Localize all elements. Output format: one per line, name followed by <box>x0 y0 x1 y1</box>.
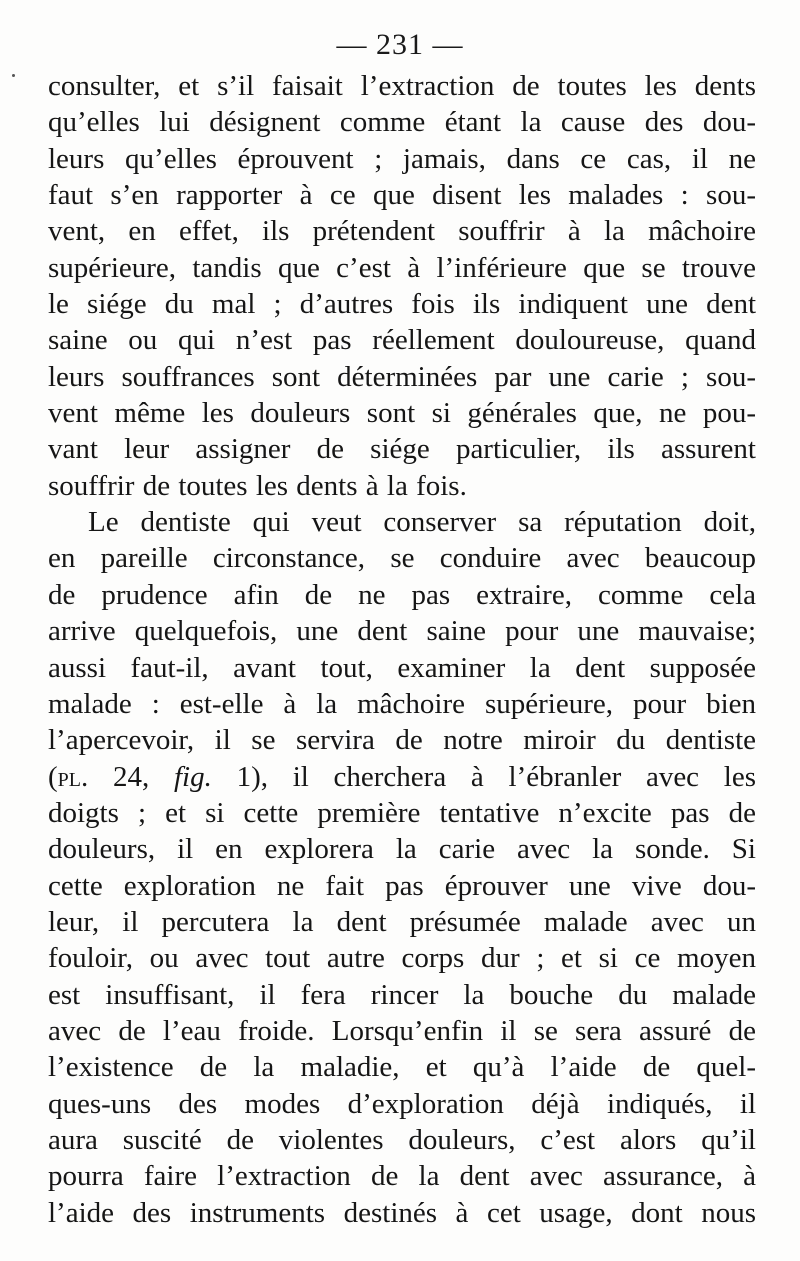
text-line: aussi faut-il, avant tout, examiner la dent supposée <box>48 651 756 684</box>
page-number: — 231 — <box>336 28 464 61</box>
text-line: pourra faire l’extraction de la dent avec assurance, à <box>48 1160 756 1193</box>
text-line: leurs souffrances sont déterminées par une carie ; sou- <box>48 360 756 393</box>
text-line: en pareille circonstance, se conduire avec beaucoup <box>48 542 756 575</box>
text-line: qu’elles lui désignent comme étant la cause des dou- <box>48 106 756 139</box>
text-line: supérieure, tandis que c’est à l’inférieure que se trouve <box>48 251 756 284</box>
text-line: vant leur assigner de siége particulier, ils assurent <box>48 433 756 466</box>
text-line: fouloir, ou avec tout autre corps dur ; et si ce moyen <box>48 942 756 975</box>
text-line: leurs qu’elles éprouvent ; jamais, dans ce cas, il ne <box>48 142 756 175</box>
text-line: vent, en effet, ils prétendent souffrir à la mâchoire <box>48 215 756 248</box>
text-line: l’apercevoir, il se servira de notre miroir du dentiste <box>48 724 756 757</box>
text-line: avec de l’eau froide. Lorsqu’enfin il se sera assuré de <box>48 1014 756 1047</box>
text-line: malade : est-elle à la mâchoire supérieure, pour bien <box>48 687 756 720</box>
text-line: ques-uns des modes d’exploration déjà indiqués, il <box>48 1087 756 1120</box>
figure-reference-rest: 1), il cherchera à l’ébranler avec les <box>211 760 756 793</box>
text-line: leur, il percutera la dent présumée malade avec un <box>48 905 756 938</box>
paragraph-end-line: souffrir de toutes les dents à la fois. <box>48 469 467 502</box>
stray-ink-mark <box>12 74 15 77</box>
text-line: doigts ; et si cette première tentative n’excite pas de <box>48 796 756 829</box>
text-line: aura suscité de violentes douleurs, c’est alors qu’il <box>48 1123 756 1156</box>
text-line: consulter, et s’il faisait l’extraction de toutes les dents <box>48 70 756 102</box>
text-line: cette exploration ne fait pas éprouver une vive dou- <box>48 869 756 902</box>
text-line: vent même les douleurs sont si générales que, ne pou- <box>48 397 756 430</box>
text-line: est insuffisant, il fera rincer la bouche du malade <box>48 978 756 1011</box>
text-line: l’aide des instruments destinés à cet usage, dont nous <box>48 1196 756 1229</box>
text-line: saine ou qui n’est pas réellement douloureuse, quand <box>48 324 756 357</box>
paren-open: ( <box>48 760 58 793</box>
text-line-figure-reference <box>48 759 756 795</box>
body-text <box>48 68 756 1231</box>
plate-abbrev: pl. <box>57 760 89 793</box>
text-line: de prudence afin de ne pas extraire, comme cela <box>48 578 756 611</box>
text-line: faut s’en rapporter à ce que disent les malades : sou- <box>48 179 756 212</box>
text-line: l’existence de la maladie, et qu’à l’aide de quel- <box>48 1051 756 1084</box>
paragraph-start-line: Le dentiste qui veut conserver sa réputation doit, <box>88 506 756 539</box>
text-line: douleurs, il en explorera la carie avec la sonde. Si <box>48 833 756 866</box>
text-line: arrive quelquefois, une dent saine pour une mauvaise; <box>48 615 756 648</box>
text-line: le siége du mal ; d’autres fois ils indiquent une dent <box>48 288 756 321</box>
plate-number: 24, <box>88 760 174 793</box>
figure-abbrev: fig. <box>173 760 212 793</box>
